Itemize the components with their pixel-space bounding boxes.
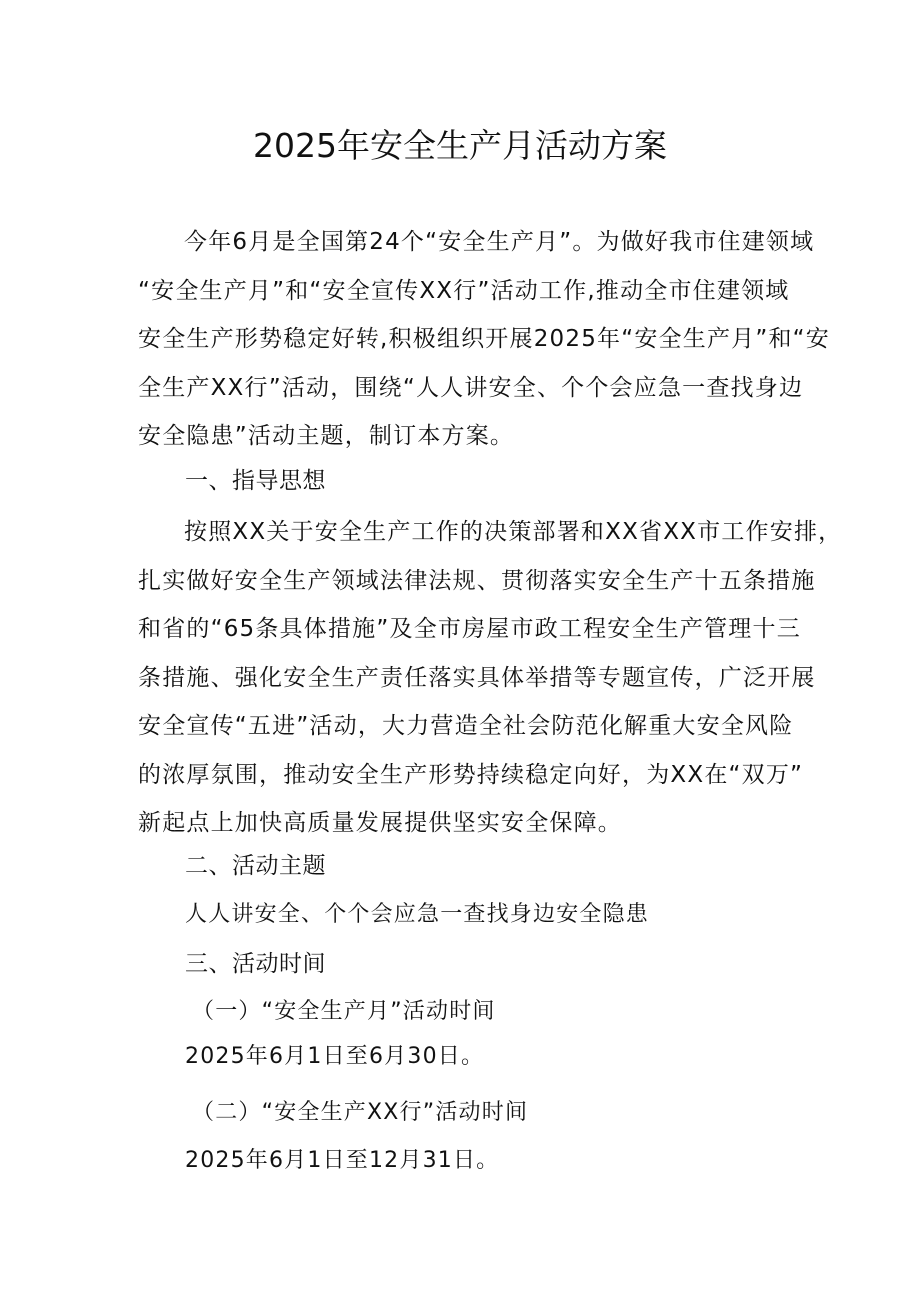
guiding-line: 条措施、强化安全生产责任落实具体举措等专题宣传，广泛开展 [138,664,816,691]
document-title: 2025年安全生产月活动方案 [253,126,667,165]
guiding-line: 的浓厚氛围，推动安全生产形势持续稳定向好，为XX在“双万” [138,761,804,788]
section-heading-activity-theme: 二、活动主题 [185,853,326,879]
guiding-line: 新起点上加快高质量发展提供坚实安全保障。 [138,810,622,836]
guiding-line: 和省的“65条具体措施”及全市房屋市政工程安全生产管理十三 [138,616,801,642]
safety-tour-dates: 2025年6月1日至12月31日。 [185,1148,500,1173]
guiding-line: 扎实做好安全生产领域法律法规、贯彻落实安全生产十五条措施 [138,567,816,594]
intro-line: 安全生产形势稳定好转,积极组织开展2025年“安全生产月”和“安 [138,326,830,352]
subsection-title-safety-month: （一）“安全生产月”活动时间 [192,999,496,1024]
activity-theme-text: 人人讲安全、个个会应急一查找身边安全隐患 [185,902,650,927]
guiding-ideology-paragraph [138,508,843,848]
guiding-line: 安全宣传“五进”活动，大力营造全社会防范化解重大安全风险 [138,713,794,739]
section-heading-activity-time: 三、活动时间 [185,951,326,977]
intro-line: 全生产XX行”活动，围绕“人人讲安全、个个会应急一查找身边 [138,374,804,401]
intro-paragraph [138,218,830,461]
intro-line: 安全隐患”活动主题，制订本方案。 [138,423,515,449]
section-heading-guiding-ideology: 一、指导思想 [185,468,326,494]
safety-month-dates: 2025年6月1日至6月30日。 [185,1044,485,1069]
guiding-line: 按照XX关于安全生产工作的决策部署和XX省XX市工作安排， [184,519,843,545]
subsection-title-safety-tour: （二）“安全生产XX行”活动时间 [192,1100,529,1125]
intro-line: “安全生产月”和“安全宣传XX行”活动工作,推动全市住建领域 [138,277,790,304]
intro-line: 今年6月是全国第24个“安全生产月”。为做好我市住建领域 [184,229,815,255]
